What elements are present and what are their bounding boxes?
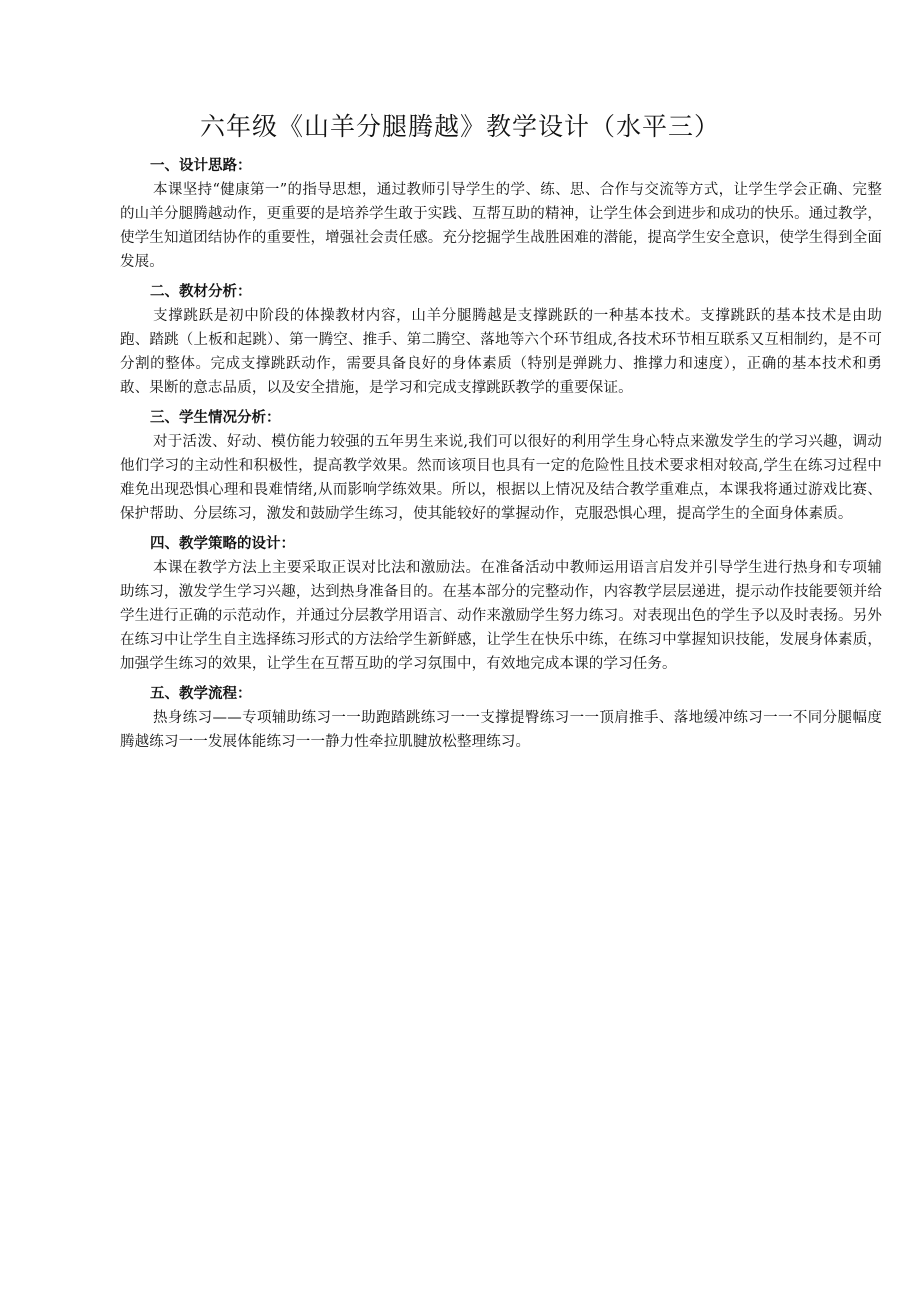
section-paragraph: 本课在教学方法上主要采取正误对比法和激励法。在准备活动中教师运用语言启发并引导学生进行热身和专项辅助练习，激发学生学习兴趣，达到热身准备目的。在基本部分的完整动作，内容教学层层递进，提示动作技能要领并给学生进行正确的示范动作，并通过分层教学用语言、动作来激励学生努力练习。对表现出色的学生予以及时表扬。另外在练习中让学生自主选择练习形式的方法给学生新鲜感，让学生在快乐中练，在练习中掌握知识技能，发展身体素质，加强学生练习的效果，让学生在互帮互助的学习氛围中，有效地完成本课的学习任务。 <box>120 560 882 672</box>
section-material-analysis <box>120 280 882 400</box>
section-heading: 五、教学流程： <box>150 686 252 702</box>
section-teaching-process <box>120 682 882 754</box>
section-heading: 四、教学策略的设计： <box>150 536 295 552</box>
section-heading: 三、学生情况分析： <box>150 410 281 426</box>
section-paragraph: 支撑跳跃是初中阶段的体操教材内容，山羊分腿腾越是支撑跳跃的一种基本技术。支撑跳跃的基本技术是由助跑、踏跳（上板和起跳）、第一腾空、推手、第二腾空、落地等六个环节组成,各技术环节相互联系又互相制约，是不可分割的整体。完成支撑跳跃动作，需要具备良好的身体素质（特别是弹跳力、推撑力和速度），正确的基本技术和勇敢、果断的意志品质，以及安全措施，是学习和完成支撑跳跃教学的重要保证。 <box>120 308 882 396</box>
document-title: 六年级《山羊分腿腾越》教学设计（水平三） <box>199 112 720 141</box>
section-heading: 二、教材分析： <box>150 284 252 300</box>
section-student-analysis <box>120 406 882 526</box>
section-paragraph: 本课坚持“健康第一”的指导思想，通过教师引导学生的学、练、思、合作与交流等方式，让学生学会正确、完整的山羊分腿腾越动作，更重要的是培养学生敢于实践、互帮互助的精神，让学生体会到进步和成功的快乐。通过教学，使学生知道团结协作的重要性，增强社会责任感。充分挖掘学生战胜困难的潜能，提高学生安全意识，使学生得到全面发展。 <box>120 182 882 270</box>
section-paragraph: 对于活泼、好动、模仿能力较强的五年男生来说,我们可以很好的利用学生身心特点来激发学生的学习兴趣，调动他们学习的主动性和积极性，提高教学效果。然而该项目也具有一定的危险性且技术要求相对较高,学生在练习过程中难免出现恐惧心理和畏难情绪,从而影响学练效果。所以，根据以上情况及结合教学重难点，本课我将通过游戏比赛、保护帮助、分层练习，激发和鼓励学生练习，使其能较好的掌握动作，克服恐惧心理，提高学生的全面身体素质。 <box>120 434 882 522</box>
section-heading: 一、设计思路： <box>150 158 252 174</box>
section-design-idea <box>120 154 882 274</box>
section-paragraph: 热身练习——专项辅助练习一一助跑踏跳练习一一支撑提臀练习一一顶肩推手、落地缓冲练习一一不同分腿幅度腾越练习一一发展体能练习一一静力性牵拉肌腱放松整理练习。 <box>120 710 882 750</box>
document-body <box>120 154 882 760</box>
section-teaching-strategy <box>120 532 882 676</box>
